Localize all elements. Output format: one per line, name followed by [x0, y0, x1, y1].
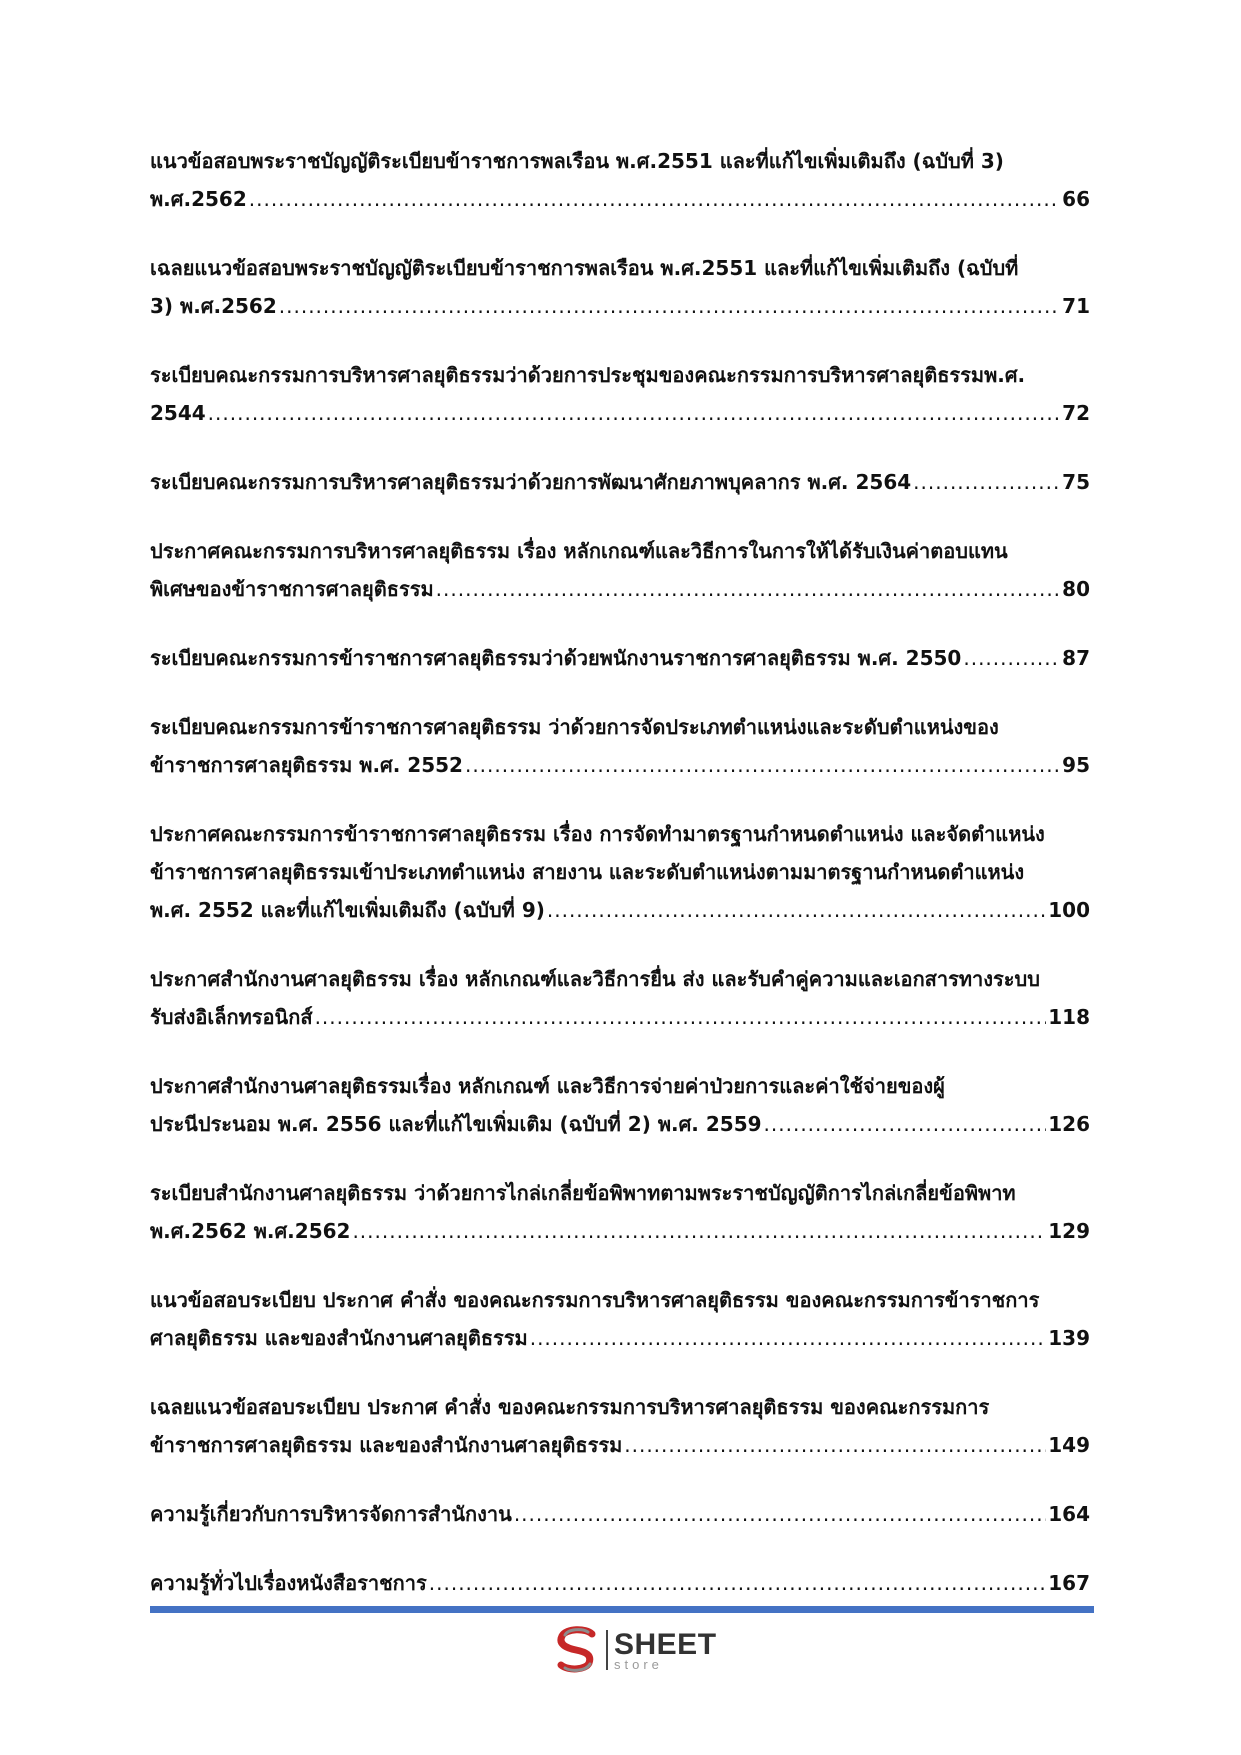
logo-divider [606, 1630, 608, 1670]
toc-entry[interactable] [150, 532, 1090, 608]
dot-leader [436, 570, 1061, 608]
dot-leader [624, 1426, 1046, 1464]
toc-entry-text: เฉลยแนวข้อสอบระเบียบ ประกาศ คำสั่ง ของคณะกรรมการบริหารศาลยุติธรรม ของคณะกรรมการ [150, 1395, 990, 1419]
toc-entry-final-line [150, 394, 1090, 432]
logo-text [614, 1627, 717, 1672]
toc-page-number[interactable]: 80 [1062, 577, 1090, 601]
toc-entry[interactable] [150, 708, 1090, 784]
toc-entry[interactable] [150, 463, 1090, 501]
toc-page-number[interactable]: 95 [1062, 753, 1090, 777]
toc-entry[interactable] [150, 142, 1090, 218]
toc-entry[interactable] [150, 356, 1090, 432]
toc-entry-text: พ.ศ.2562 พ.ศ.2562 [150, 1219, 351, 1243]
dot-leader [530, 1319, 1047, 1357]
toc-entry-text: แนวข้อสอบพระราชบัญญัติระเบียบข้าราชการพลเรือน พ.ศ.2551 และที่แก้ไขเพิ่มเติมถึง (ฉบับที่ 3) [150, 149, 1004, 173]
toc-entry-text: ความรู้ทั่วไปเรื่องหนังสือราชการ [150, 1571, 427, 1595]
toc-page-number[interactable]: 87 [1062, 646, 1090, 670]
toc-entry-text: ประกาศคณะกรรมการข้าราชการศาลยุติธรรม เรื่อง การจัดทำมาตรฐานกำหนดตำแหน่ง และจัดตำแหน่ง [150, 822, 1045, 846]
dot-leader [208, 394, 1060, 432]
dot-leader [514, 1495, 1046, 1533]
toc-entry-text: ระเบียบสำนักงานศาลยุติธรรม ว่าด้วยการไกล่เกลี่ยข้อพิพาทตามพระราชบัญญัติการไกล่เกลี่ยข้อพิพาท [150, 1181, 1016, 1205]
toc-entry-text: ประกาศสำนักงานศาลยุติธรรม เรื่อง หลักเกณฑ์และวิธีการยื่น ส่ง และรับคำคู่ความและเอกสารทางระบบ [150, 967, 1040, 991]
toc-page-number[interactable]: 118 [1048, 1005, 1090, 1029]
toc-entry-final-line [150, 180, 1090, 218]
sheet-store-logo [552, 1624, 717, 1676]
dot-leader [429, 1564, 1046, 1602]
table-of-contents [150, 142, 1090, 1633]
toc-entry-text: ประกาศสำนักงานศาลยุติธรรมเรื่อง หลักเกณฑ์ และวิธีการจ่ายค่าป่วยการและค่าใช้จ่ายของผู้ [150, 1074, 945, 1098]
toc-entry[interactable] [150, 1067, 1090, 1143]
toc-entry-text: ข้าราชการศาลยุติธรรมเข้าประเภทตำแหน่ง สายงาน และระดับตำแหน่งตามมาตรฐานกำหนดตำแหน่ง [150, 860, 1025, 884]
toc-page-number[interactable]: 149 [1048, 1433, 1090, 1457]
toc-page-number[interactable]: 75 [1062, 470, 1090, 494]
footer-rule [150, 1606, 1094, 1613]
toc-entry-final-line [150, 1564, 1090, 1602]
toc-page-number[interactable]: 129 [1048, 1219, 1090, 1243]
toc-entry-final-line [150, 1426, 1090, 1464]
dot-leader [249, 180, 1060, 218]
toc-entry[interactable] [150, 960, 1090, 1036]
toc-entry-text: พ.ศ. 2552 และที่แก้ไขเพิ่มเติมถึง (ฉบับที่ 9) [150, 898, 545, 922]
toc-entry-text: เฉลยแนวข้อสอบพระราชบัญญัติระเบียบข้าราชการพลเรือน พ.ศ.2551 และที่แก้ไขเพิ่มเติมถึง (ฉบับที่ [150, 256, 1019, 280]
toc-entry-text: ข้าราชการศาลยุติธรรม พ.ศ. 2552 [150, 753, 463, 777]
dot-leader [352, 1212, 1046, 1250]
dot-leader [315, 998, 1047, 1036]
dot-leader [279, 287, 1060, 325]
toc-entry-text: ประกาศคณะกรรมการบริหารศาลยุติธรรม เรื่อง หลักเกณฑ์และวิธีการในการให้ได้รับเงินค่าตอบแทน [150, 539, 1008, 563]
toc-entry-final-line [150, 639, 1090, 677]
toc-entry-final-line [150, 287, 1090, 325]
toc-entry[interactable] [150, 1174, 1090, 1250]
dot-leader [547, 891, 1046, 929]
toc-entry-final-line [150, 1495, 1090, 1533]
toc-entry[interactable] [150, 249, 1090, 325]
toc-entry-final-line [150, 1105, 1090, 1143]
toc-entry-text: พ.ศ.2562 [150, 187, 247, 211]
toc-entry-text: ประนีประนอม พ.ศ. 2556 และที่แก้ไขเพิ่มเติม (ฉบับที่ 2) พ.ศ. 2559 [150, 1112, 762, 1136]
toc-page-number[interactable]: 126 [1048, 1112, 1090, 1136]
toc-page-number[interactable]: 71 [1062, 294, 1090, 318]
toc-page-number[interactable]: 72 [1062, 401, 1090, 425]
dot-leader [963, 639, 1060, 677]
toc-entry-final-line [150, 570, 1090, 608]
toc-entry-final-line [150, 463, 1090, 501]
toc-entry-text: พิเศษของข้าราชการศาลยุติธรรม [150, 577, 434, 601]
dot-leader [764, 1105, 1047, 1143]
sheet-store-s-logo-icon [552, 1624, 602, 1676]
toc-entry-text: ศาลยุติธรรม และของสำนักงานศาลยุติธรรม [150, 1326, 528, 1350]
toc-entry-text: 2544 [150, 401, 206, 425]
logo-wordmark: SHEET [614, 1627, 717, 1661]
toc-entry[interactable] [150, 1388, 1090, 1464]
toc-page-number[interactable]: 167 [1048, 1571, 1090, 1595]
toc-entry-final-line [150, 998, 1090, 1036]
toc-entry-final-line [150, 746, 1090, 784]
toc-entry-text: ระเบียบคณะกรรมการข้าราชการศาลยุติธรรมว่าด้วยพนักงานราชการศาลยุติธรรม พ.ศ. 2550 [150, 646, 962, 670]
toc-entry-text: ระเบียบคณะกรรมการข้าราชการศาลยุติธรรม ว่าด้วยการจัดประเภทตำแหน่งและระดับตำแหน่งของ [150, 715, 999, 739]
toc-entry-text: แนวข้อสอบระเบียบ ประกาศ คำสั่ง ของคณะกรรมการบริหารศาลยุติธรรม ของคณะกรรมการข้าราชการ [150, 1288, 1040, 1312]
toc-entry[interactable] [150, 1564, 1090, 1602]
dot-leader [913, 463, 1060, 501]
toc-entry[interactable] [150, 1495, 1090, 1533]
toc-entry-text: รับส่งอิเล็กทรอนิกส์ [150, 1005, 313, 1029]
toc-entry-text: ความรู้เกี่ยวกับการบริหารจัดการสำนักงาน [150, 1502, 512, 1526]
dot-leader [465, 746, 1060, 784]
logo-subtitle: store [614, 1656, 663, 1672]
toc-entry-text: ระเบียบคณะกรรมการบริหารศาลยุติธรรมว่าด้วยการพัฒนาศักยภาพบุคลากร พ.ศ. 2564 [150, 470, 912, 494]
toc-entry-final-line [150, 891, 1090, 929]
toc-page-number[interactable]: 139 [1048, 1326, 1090, 1350]
toc-entry-text: ข้าราชการศาลยุติธรรม และของสำนักงานศาลยุติธรรม [150, 1433, 623, 1457]
toc-page-number[interactable]: 100 [1048, 898, 1090, 922]
toc-entry[interactable] [150, 815, 1090, 929]
toc-page-number[interactable]: 66 [1062, 187, 1090, 211]
toc-entry[interactable] [150, 639, 1090, 677]
toc-entry-text: 3) พ.ศ.2562 [150, 294, 277, 318]
toc-entry-final-line [150, 1212, 1090, 1250]
toc-entry-final-line [150, 1319, 1090, 1357]
toc-entry[interactable] [150, 1281, 1090, 1357]
toc-entry-text: ระเบียบคณะกรรมการบริหารศาลยุติธรรมว่าด้วยการประชุมของคณะกรรมการบริหารศาลยุติธรรมพ.ศ. [150, 363, 1026, 387]
toc-page-number[interactable]: 164 [1048, 1502, 1090, 1526]
